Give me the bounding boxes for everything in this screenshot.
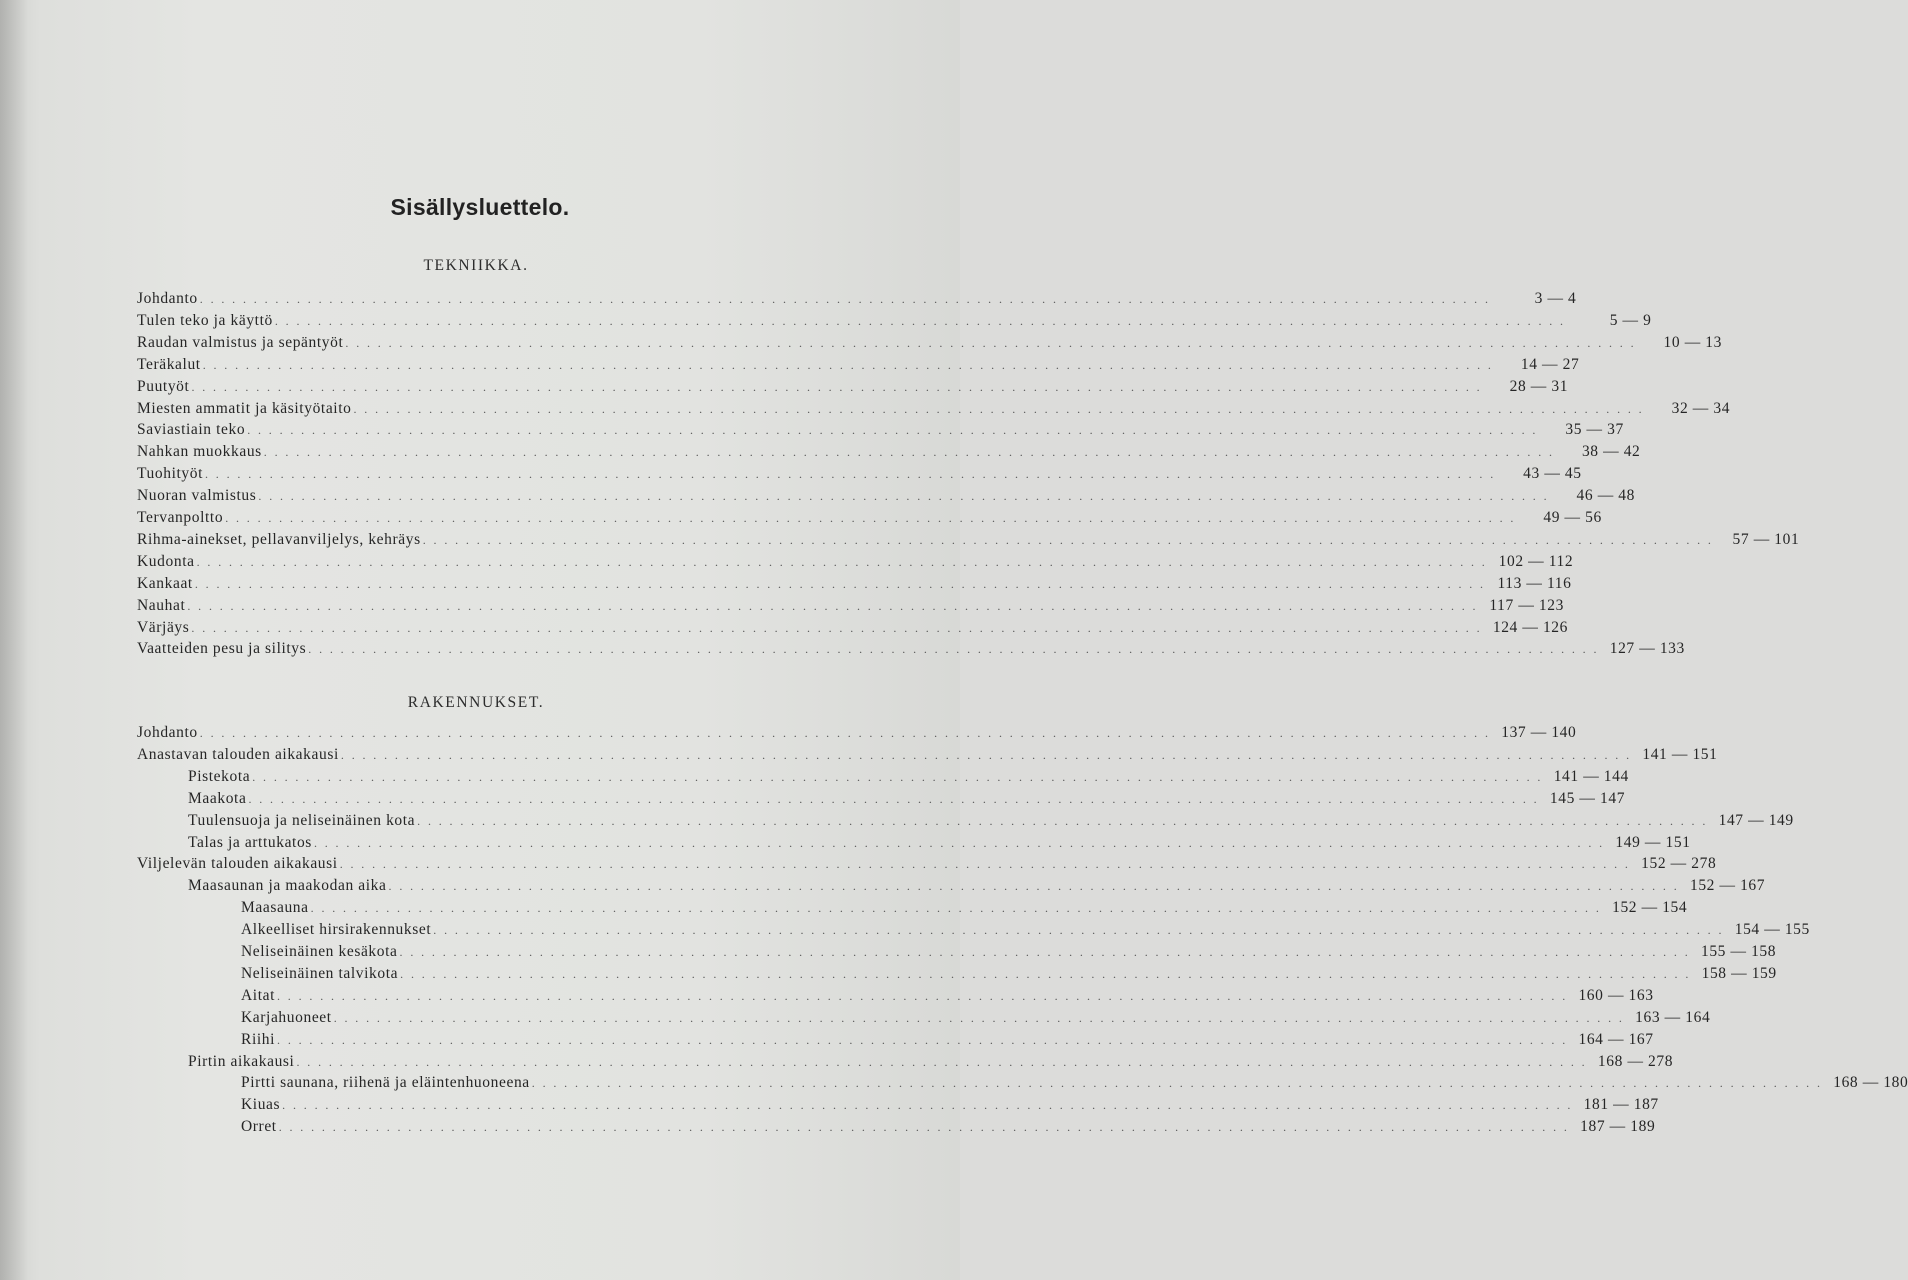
toc-entry-pages: 137 — 140 xyxy=(1501,724,1577,741)
toc-entry-pages: 164 — 167 xyxy=(1578,1030,1654,1048)
toc-entry-pages: 168 — 180 xyxy=(1833,1074,1908,1092)
toc-entry-label: Saviastiain teko xyxy=(137,421,246,439)
dot-leader: . . . . . . . . . . . . . . . . . . . . . . . . . . . . . . . . . . . . . . . . . . . . . . . . . . . . . . . . . . . . . . . . . . . . . . . . . . . . . . . . . . . . . . . . . . . . . . . . . . . . . . . . . . . . . . . . . . . . . . . . xyxy=(308,642,1599,657)
toc-entry-label: Talas ja arttukatos xyxy=(188,833,312,851)
dot-leader: . . . . . . . . . . . . . . . . . . . . . . . . . . . . . . . . . . . . . . . . . . . . . . . . . . . . . . . . . . . . . . . . . . . . . . . . . . . . . . . . . . . . . . . . . . . . . . . . . . . . . . . . . . . . . . . . . . . . . . . . xyxy=(252,769,1543,784)
dot-leader: . . . . . . . . . . . . . . . . . . . . . . . . . . . . . . . . . . . . . . . . . . . . . . . . . . . . . . . . . . . . . . . . . . . . . . . . . . . . . . . . . . . . . . . . . . . . . . . . . . . . . . . . . . . . . . . . . . . . . . . . xyxy=(199,292,1491,306)
dot-leader: . . . . . . . . . . . . . . . . . . . . . . . . . . . . . . . . . . . . . . . . . . . . . . . . . . . . . . . . . . . . . . . . . . . . . . . . . . . . . . . . . . . . . . . . . . . . . . . . . . . . . . . . . . . . . . . . . . . . . . . . xyxy=(339,857,1631,872)
toc-entry-pages: 155 — 158 xyxy=(1700,943,1777,960)
toc-entry-label: Orret xyxy=(241,1118,277,1136)
toc-entry-pages: 117 — 123 xyxy=(1489,596,1564,614)
toc-entry-pages: 3 — 4 xyxy=(1534,290,1577,307)
dot-leader: . . . . . . . . . . . . . . . . . . . . . . . . . . . . . . . . . . . . . . . . . . . . . . . . . . . . . . . . . . . . . . . . . . . . . . . . . . . . . . . . . . . . . . . . . . . . . . . . . . . . . . . . . . . . . . . . . . . . . . . . xyxy=(277,1032,1568,1047)
dot-leader: . . . . . . . . . . . . . . . . . . . . . . . . . . . . . . . . . . . . . . . . . . . . . . . . . . . . . . . . . . . . . . . . . . . . . . . . . . . . . . . . . . . . . . . . . . . . . . . . . . . . . . . . . . . . . . . . . . . . . . . . xyxy=(417,813,1708,828)
dot-leader: . . . . . . . . . . . . . . . . . . . . . . . . . . . . . . . . . . . . . . . . . . . . . . . . . . . . . . . . . . . . . . . . . . . . . . . . . . . . . . . . . . . . . . . . . . . . . . . . . . . . . . . . . . . . . . . . . . . . . . . . xyxy=(310,901,1602,916)
dot-leader: . . . . . . . . . . . . . . . . . . . . . . . . . . . . . . . . . . . . . . . . . . . . . . . . . . . . . . . . . . . . . . . . . . . . . . . . . . . . . . . . . . . . . . . . . . . . . . . . . . . . . . . . . . . . . . . . . . . . . . . . xyxy=(333,1010,1625,1025)
toc-entry-pages: 43 — 45 xyxy=(1523,465,1582,483)
section-heading-tekniikka: TEKNIIKKA. xyxy=(423,257,529,274)
toc-entry xyxy=(241,1007,1711,1029)
toc-entry-label: Nuoran valmistus xyxy=(137,487,257,505)
toc-entry-pages: 147 — 149 xyxy=(1718,811,1794,829)
toc-entry-pages: 38 — 42 xyxy=(1581,443,1641,461)
dot-leader: . . . . . . . . . . . . . . . . . . . . . . . . . . . . . . . . . . . . . . . . . . . . . . . . . . . . . . . . . . . . . . . . . . . . . . . . . . . . . . . . . . . . . . . . . . . . . . . . . . . . . . . . . . . . . . . . . . . . . . . . xyxy=(277,988,1568,1003)
dot-leader: . . . . . . . . . . . . . . . . . . . . . . . . . . . . . . . . . . . . . . . . . . . . . . . . . . . . . . . . . . . . . . . . . . . . . . . . . . . . . . . . . . . . . . . . . . . . . . . . . . . . . . . . . . . . . . . . . . . . . . . . xyxy=(313,835,1605,850)
dot-leader: . . . . . . . . . . . . . . . . . . . . . . . . . . . . . . . . . . . . . . . . . . . . . . . . . . . . . . . . . . . . . . . . . . . . . . . . . . . . . . . . . . . . . . . . . . . . . . . . . . . . . . . . . . . . . . . . . . . . . . . . xyxy=(388,879,1680,894)
toc-entry-pages: 14 — 27 xyxy=(1520,355,1580,373)
toc-entry-pages: 28 — 31 xyxy=(1509,377,1569,395)
toc-entry-label: Johdanto xyxy=(137,290,198,307)
toc-entry xyxy=(137,507,1602,529)
dot-leader: . . . . . . . . . . . . . . . . . . . . . . . . . . . . . . . . . . . . . . . . . . . . . . . . . . . . . . . . . . . . . . . . . . . . . . . . . . . . . . . . . . . . . . . . . . . . . . . . . . . . . . . . . . . . . . . . . . . . . . . . xyxy=(187,598,1478,613)
toc-entry-pages: 168 — 278 xyxy=(1597,1052,1674,1070)
toc-entry-pages: 32 — 34 xyxy=(1671,399,1731,417)
toc-entry-pages: 152 — 278 xyxy=(1641,855,1717,873)
dot-leader: . . . . . . . . . . . . . . . . . . . . . . . . . . . . . . . . . . . . . . . . . . . . . . . . . . . . . . . . . . . . . . . . . . . . . . . . . . . . . . . . . . . . . . . . . . . . . . . . . . . . . . . . . . . . . . . . . . . . . . . . xyxy=(247,423,1538,438)
toc-entry-pages: 141 — 144 xyxy=(1553,767,1629,785)
dot-leader: . . . . . . . . . . . . . . . . . . . . . . . . . . . . . . . . . . . . . . . . . . . . . . . . . . . . . . . . . . . . . . . . . . . . . . . . . . . . . . . . . . . . . . . . . . . . . . . . . . . . . . . . . . . . . . . . . . . . . . . . xyxy=(196,554,1488,569)
toc-entry xyxy=(137,354,1580,376)
toc-entry xyxy=(137,529,1800,551)
toc-entry-label: Johdanto xyxy=(137,724,198,741)
toc-entry xyxy=(188,832,1691,854)
toc-entry-label: Aitat xyxy=(241,986,275,1004)
toc-entry-label: Tervanpoltto xyxy=(137,509,224,526)
toc-entry xyxy=(137,638,1685,660)
dot-leader: . . . . . . . . . . . . . . . . . . . . . . . . . . . . . . . . . . . . . . . . . . . . . . . . . . . . . . . . . . . . . . . . . . . . . . . . . . . . . . . . . . . . . . . . . . . . . . . . . . . . . . . . . . . . . . . . . . . . . . . . xyxy=(278,1120,1570,1135)
toc-entry-label: Viljelevän talouden aikakausi xyxy=(137,855,338,873)
toc-entry xyxy=(241,1029,1654,1051)
toc-entry xyxy=(137,310,1652,332)
toc-entry xyxy=(241,1072,1908,1094)
spine-shadow xyxy=(0,0,28,1280)
toc-entry xyxy=(137,485,1635,507)
dot-leader: . . . . . . . . . . . . . . . . . . . . . . . . . . . . . . . . . . . . . . . . . . . . . . . . . . . . . . . . . . . . . . . . . . . . . . . . . . . . . . . . . . . . . . . . . . . . . . . . . . . . . . . . . . . . . . . . . . . . . . . . xyxy=(353,401,1645,416)
toc-entry-label: Anastavan talouden aikakausi xyxy=(137,745,339,763)
toc-entry-label: Maasaunan ja maakodan aika xyxy=(188,877,387,895)
toc-entry-pages: 181 — 187 xyxy=(1583,1096,1659,1114)
toc-entry-label: Neliseinäinen talvikota xyxy=(241,964,399,982)
toc-entry-label: Kudonta xyxy=(137,552,195,570)
toc-entry xyxy=(241,985,1654,1007)
toc-entry-pages: 160 — 163 xyxy=(1578,986,1654,1004)
toc-entry xyxy=(188,1051,1674,1073)
toc-entry-label: Maakota xyxy=(188,789,247,807)
toc-entry-pages: 187 — 189 xyxy=(1580,1118,1656,1136)
toc-entry-pages: 152 — 154 xyxy=(1612,899,1688,917)
dot-leader: . . . . . . . . . . . . . . . . . . . . . . . . . . . . . . . . . . . . . . . . . . . . . . . . . . . . . . . . . . . . . . . . . . . . . . . . . . . . . . . . . . . . . . . . . . . . . . . . . . . . . . . . . . . . . . . . . . . . . . . . xyxy=(248,791,1540,806)
toc-entry-pages: 149 — 151 xyxy=(1615,833,1691,851)
dot-leader: . . . . . . . . . . . . . . . . . . . . . . . . . . . . . . . . . . . . . . . . . . . . . . . . . . . . . . . . . . . . . . . . . . . . . . . . . . . . . . . . . . . . . . . . . . . . . . . . . . . . . . . . . . . . . . . . . . . . . . . . xyxy=(296,1054,1588,1069)
dot-leader: . . . . . . . . . . . . . . . . . . . . . . . . . . . . . . . . . . . . . . . . . . . . . . . . . . . . . . . . . . . . . . . . . . . . . . . . . . . . . . . . . . . . . . . . . . . . . . . . . . . . . . . . . . . . . . . . . . . . . . . . xyxy=(258,489,1549,504)
toc-entry-label: Tulen teko ja käyttö xyxy=(137,311,273,329)
toc-entry-label: Alkeelliset hirsirakennukset xyxy=(241,921,432,939)
toc-entry-pages: 46 — 48 xyxy=(1576,487,1635,505)
toc-entry xyxy=(241,919,1810,941)
toc-entry-pages: 158 — 159 xyxy=(1701,964,1777,982)
toc-entry-label: Riihi xyxy=(241,1030,276,1048)
toc-entry xyxy=(241,1094,1659,1116)
toc-entry xyxy=(137,419,1624,441)
toc-entry-label: Pirtti saunana, riihenä ja eläintenhuoneena xyxy=(241,1074,530,1092)
toc-entry xyxy=(137,288,1577,310)
toc-entry xyxy=(188,788,1626,810)
toc-entry-label: Nauhat xyxy=(137,596,186,614)
toc-entry-pages: 124 — 126 xyxy=(1492,618,1569,636)
toc-entry-label: Karjahuoneet xyxy=(241,1008,332,1026)
toc-entry-pages: 102 — 112 xyxy=(1498,552,1574,570)
toc-entry-label: Neliseinäinen kesäkota xyxy=(241,943,398,960)
toc-entry xyxy=(137,332,1722,354)
dot-leader: . . . . . . . . . . . . . . . . . . . . . . . . . . . . . . . . . . . . . . . . . . . . . . . . . . . . . . . . . . . . . . . . . . . . . . . . . . . . . . . . . . . . . . . . . . . . . . . . . . . . . . . . . . . . . . . . . . . . . . . . xyxy=(531,1076,1823,1091)
dot-leader: . . . . . . . . . . . . . . . . . . . . . . . . . . . . . . . . . . . . . . . . . . . . . . . . . . . . . . . . . . . . . . . . . . . . . . . . . . . . . . . . . . . . . . . . . . . . . . . . . . . . . . . . . . . . . . . . . . . . . . . . xyxy=(340,747,1632,762)
toc-entry-label: Tuulensuoja ja neliseinäinen kota xyxy=(188,811,416,829)
toc-entry-pages: 113 — 116 xyxy=(1497,574,1572,592)
toc-entry-pages: 35 — 37 xyxy=(1565,421,1624,439)
section-heading-rakennukset: RAKENNUKSET. xyxy=(407,694,545,711)
toc-entry-pages: 57 — 101 xyxy=(1732,530,1800,548)
toc-entry-pages: 154 — 155 xyxy=(1734,921,1810,939)
toc-entry xyxy=(188,766,1629,788)
toc-entry-label: Pistekota xyxy=(188,767,251,785)
toc-entry-pages: 163 — 164 xyxy=(1635,1008,1711,1026)
toc-entry-label: Miesten ammatit ja käsityötaito xyxy=(137,399,352,417)
toc-entry-label: Rihma-ainekset, pellavanviljelys, kehräys xyxy=(137,530,421,548)
toc-entry xyxy=(137,441,1641,463)
toc-entry-pages: 49 — 56 xyxy=(1543,509,1602,526)
toc-entry-label: Kankaat xyxy=(137,574,193,592)
toc-entry xyxy=(188,875,1766,897)
dot-leader: . . . . . . . . . . . . . . . . . . . . . . . . . . . . . . . . . . . . . . . . . . . . . . . . . . . . . . . . . . . . . . . . . . . . . . . . . . . . . . . . . . . . . . . . . . . . . . . . . . . . . . . . . . . . . . . . . . . . . . . . xyxy=(400,966,1691,981)
toc-entry-label: Nahkan muokkaus xyxy=(137,443,262,461)
toc-entry xyxy=(137,617,1569,639)
toc-entry-label: Kiuas xyxy=(241,1096,281,1114)
page-title: Sisällysluettelo. xyxy=(390,194,570,220)
dot-leader: . . . . . . . . . . . . . . . . . . . . . . . . . . . . . . . . . . . . . . . . . . . . . . . . . . . . . . . . . . . . . . . . . . . . . . . . . . . . . . . . . . . . . . . . . . . . . . . . . . . . . . . . . . . . . . . . . . . . . . . . xyxy=(191,379,1483,394)
toc-entry-label: Teräkalut xyxy=(137,355,201,373)
toc-entry-pages: 10 — 13 xyxy=(1663,333,1722,351)
toc-entry-pages: 145 — 147 xyxy=(1549,789,1626,807)
toc-entry xyxy=(137,463,1582,485)
toc-entry xyxy=(137,398,1731,420)
toc-entry-label: Maasauna xyxy=(241,899,309,917)
toc-entry xyxy=(241,963,1777,985)
toc-entry xyxy=(137,595,1564,617)
dot-leader: . . . . . . . . . . . . . . . . . . . . . . . . . . . . . . . . . . . . . . . . . . . . . . . . . . . . . . . . . . . . . . . . . . . . . . . . . . . . . . . . . . . . . . . . . . . . . . . . . . . . . . . . . . . . . . . . . . . . . . . . xyxy=(433,923,1724,938)
toc-entry-label: Värjäys xyxy=(137,618,190,636)
toc-entry-pages: 127 — 133 xyxy=(1609,640,1685,658)
dot-leader: . . . . . . . . . . . . . . . . . . . . . . . . . . . . . . . . . . . . . . . . . . . . . . . . . . . . . . . . . . . . . . . . . . . . . . . . . . . . . . . . . . . . . . . . . . . . . . . . . . . . . . . . . . . . . . . . . . . . . . . . xyxy=(199,726,1491,740)
toc-entry-label: Tuohityöt xyxy=(137,465,203,483)
dot-leader: . . . . . . . . . . . . . . . . . . . . . . . . . . . . . . . . . . . . . . . . . . . . . . . . . . . . . . . . . . . . . . . . . . . . . . . . . . . . . . . . . . . . . . . . . . . . . . . . . . . . . . . . . . . . . . . . . . . . . . . . xyxy=(202,357,1494,372)
toc-entry xyxy=(241,1116,1656,1138)
toc-entry xyxy=(188,810,1794,832)
dot-leader: . . . . . . . . . . . . . . . . . . . . . . . . . . . . . . . . . . . . . . . . . . . . . . . . . . . . . . . . . . . . . . . . . . . . . . . . . . . . . . . . . . . . . . . . . . . . . . . . . . . . . . . . . . . . . . . . . . . . . . . . xyxy=(422,532,1714,547)
toc-entry-label: Raudan valmistus ja sepäntyöt xyxy=(137,333,344,351)
toc-entry xyxy=(137,376,1569,398)
toc-entry-pages: 141 — 151 xyxy=(1642,745,1718,763)
toc-entry xyxy=(137,744,1718,766)
toc-entry xyxy=(241,941,1777,963)
toc-entry xyxy=(137,573,1572,595)
dot-leader: . . . . . . . . . . . . . . . . . . . . . . . . . . . . . . . . . . . . . . . . . . . . . . . . . . . . . . . . . . . . . . . . . . . . . . . . . . . . . . . . . . . . . . . . . . . . . . . . . . . . . . . . . . . . . . . . . . . . . . . . xyxy=(205,467,1496,482)
dot-leader: . . . . . . . . . . . . . . . . . . . . . . . . . . . . . . . . . . . . . . . . . . . . . . . . . . . . . . . . . . . . . . . . . . . . . . . . . . . . . . . . . . . . . . . . . . . . . . . . . . . . . . . . . . . . . . . . . . . . . . . . xyxy=(282,1098,1573,1113)
toc-entry-label: Vaatteiden pesu ja silitys xyxy=(137,640,307,658)
toc-entry xyxy=(137,853,1717,875)
toc-entry xyxy=(137,551,1574,573)
dot-leader: . . . . . . . . . . . . . . . . . . . . . . . . . . . . . . . . . . . . . . . . . . . . . . . . . . . . . . . . . . . . . . . . . . . . . . . . . . . . . . . . . . . . . . . . . . . . . . . . . . . . . . . . . . . . . . . . . . . . . . . . xyxy=(274,313,1566,328)
dot-leader: . . . . . . . . . . . . . . . . . . . . . . . . . . . . . . . . . . . . . . . . . . . . . . . . . . . . . . . . . . . . . . . . . . . . . . . . . . . . . . . . . . . . . . . . . . . . . . . . . . . . . . . . . . . . . . . . . . . . . . . . xyxy=(345,335,1636,350)
dot-leader: . . . . . . . . . . . . . . . . . . . . . . . . . . . . . . . . . . . . . . . . . . . . . . . . . . . . . . . . . . . . . . . . . . . . . . . . . . . . . . . . . . . . . . . . . . . . . . . . . . . . . . . . . . . . . . . . . . . . . . . . xyxy=(194,576,1486,591)
dot-leader: . . . . . . . . . . . . . . . . . . . . . . . . . . . . . . . . . . . . . . . . . . . . . . . . . . . . . . . . . . . . . . . . . . . . . . . . . . . . . . . . . . . . . . . . . . . . . . . . . . . . . . . . . . . . . . . . . . . . . . . . xyxy=(263,445,1555,460)
toc-entry xyxy=(137,722,1577,744)
toc-entry-pages: 152 — 167 xyxy=(1689,877,1766,895)
dot-leader: . . . . . . . . . . . . . . . . . . . . . . . . . . . . . . . . . . . . . . . . . . . . . . . . . . . . . . . . . . . . . . . . . . . . . . . . . . . . . . . . . . . . . . . . . . . . . . . . . . . . . . . . . . . . . . . . . . . . . . . . xyxy=(191,620,1483,635)
toc-entry-pages: 5 — 9 xyxy=(1609,311,1652,329)
dot-leader: . . . . . . . . . . . . . . . . . . . . . . . . . . . . . . . . . . . . . . . . . . . . . . . . . . . . . . . . . . . . . . . . . . . . . . . . . . . . . . . . . . . . . . . . . . . . . . . . . . . . . . . . . . . . . . . . . . . . . . . . xyxy=(399,945,1691,959)
toc-entry xyxy=(241,897,1688,919)
toc-entry-label: Puutyöt xyxy=(137,377,190,395)
toc-entry-label: Pirtin aikakausi xyxy=(188,1052,295,1070)
dot-leader: . . . . . . . . . . . . . . . . . . . . . . . . . . . . . . . . . . . . . . . . . . . . . . . . . . . . . . . . . . . . . . . . . . . . . . . . . . . . . . . . . . . . . . . . . . . . . . . . . . . . . . . . . . . . . . . . . . . . . . . . xyxy=(225,511,1516,525)
